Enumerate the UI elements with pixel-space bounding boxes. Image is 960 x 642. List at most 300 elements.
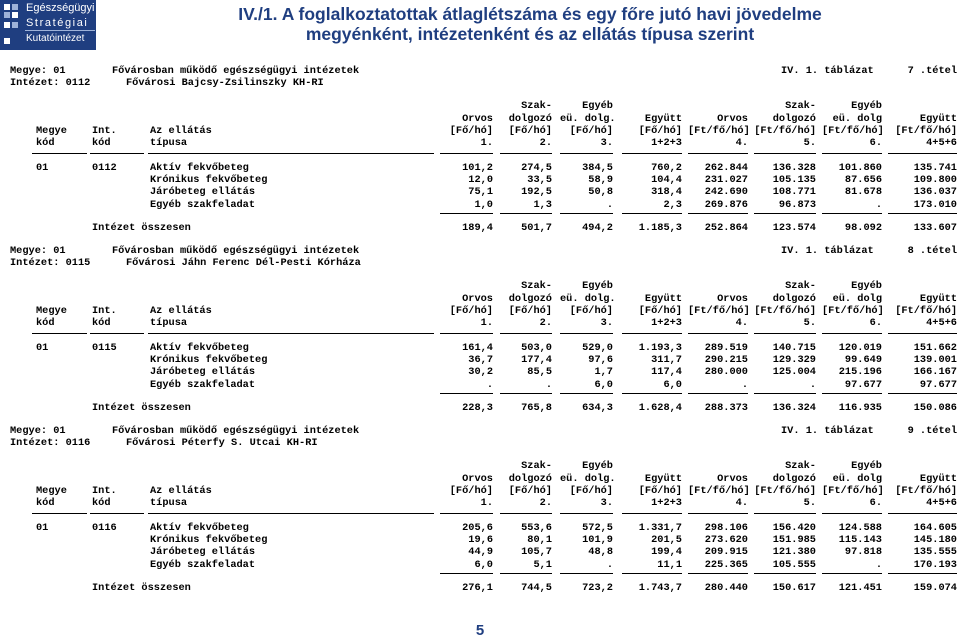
table-cell: 121.380 [772, 546, 816, 559]
rule-line [440, 213, 493, 214]
rule-line [500, 213, 552, 214]
rule-line [90, 333, 144, 334]
rule-line [440, 333, 493, 334]
table-cell: 572,5 [582, 522, 613, 534]
intezet-label: Intézet: 0115 [10, 257, 91, 269]
row-label: Egyéb szakfeladat [150, 378, 256, 391]
table-cell: 156.420 [772, 522, 816, 534]
row-label: Járóbeteg ellátás [150, 186, 256, 199]
total-cell: 276,1 [462, 582, 493, 594]
table-cell: 109.800 [913, 174, 957, 187]
total-cell: 1.628,4 [638, 402, 682, 414]
table-cell: 105,7 [521, 546, 552, 559]
logo-square-icon [12, 12, 18, 18]
table-cell: 384,5 [582, 162, 613, 174]
table-cell: 553,6 [521, 522, 552, 534]
row-intezet-code: 0115 [92, 342, 117, 354]
rule-line [888, 153, 957, 154]
table-cell: 760,2 [651, 162, 682, 174]
unit-header: [Fő/hó] [638, 305, 682, 317]
unit-header: [Ft/fő/hó] [754, 485, 816, 497]
table-cell: 58,9 [588, 174, 613, 187]
table-cell: 33,5 [527, 174, 552, 187]
table-cell: 99.649 [844, 354, 882, 367]
column-header: típusa [150, 137, 188, 149]
rule-line [622, 333, 682, 334]
table-cell: 177,4 [521, 354, 552, 367]
row-label: Krónikus fekvőbeteg [150, 174, 268, 187]
unit-header: [Fő/hó] [569, 305, 613, 317]
column-header: kód [36, 137, 55, 149]
intezet-name: Fővárosi Jáhn Ferenc Dél-Pesti Kórháza [126, 257, 361, 269]
intezet-name: Fővárosi Bajcsy-Zsilinszky KH-RI [126, 77, 324, 89]
column-header: Szak- [521, 460, 552, 472]
table-cell: 135.741 [913, 162, 957, 174]
logo-square-icon [12, 22, 18, 28]
total-label: Intézet összesen [92, 402, 191, 414]
column-header: dolgozó [508, 113, 552, 125]
column-number: 4. [735, 317, 748, 329]
column-number: 4. [735, 137, 748, 149]
table-cell: 129.329 [772, 354, 816, 367]
megye-label: Megye: 01 [10, 425, 66, 437]
table-cell: 104,4 [651, 174, 682, 187]
rule-line [90, 513, 144, 514]
unit-header: [Fő/hó] [638, 125, 682, 137]
table-cell: 145.180 [913, 534, 957, 547]
column-number: 1. [480, 497, 493, 509]
table-cell: 1,0 [474, 198, 493, 211]
column-header: dolgozó [508, 293, 552, 305]
table-cell: 101.860 [838, 162, 882, 174]
rule-line [622, 153, 682, 154]
column-header: Együtt [644, 293, 682, 305]
row-label: Krónikus fekvőbeteg [150, 354, 268, 367]
column-number: 1. [480, 137, 493, 149]
table-cell: 124.588 [838, 522, 882, 534]
table-cell: 11,1 [657, 558, 682, 571]
page-title [100, 4, 960, 44]
rule-line [32, 513, 87, 514]
table-cell: 151.985 [772, 534, 816, 547]
column-header: kód [36, 497, 55, 509]
column-header: dolgozó [508, 473, 552, 485]
column-number: 4. [735, 497, 748, 509]
rule-line [822, 153, 882, 154]
rule-line [688, 153, 748, 154]
column-number: 1+2+3 [651, 137, 682, 149]
unit-header: [Ft/fő/hó] [895, 125, 957, 137]
rule-line [148, 513, 434, 514]
column-header: Egyéb [851, 460, 882, 472]
table-cell: 529,0 [582, 342, 613, 354]
rule-line [688, 393, 748, 394]
unit-header: [Fő/hó] [569, 485, 613, 497]
total-cell: 123.574 [772, 222, 816, 234]
table-cell: 280.000 [704, 366, 748, 379]
table-cell: 1,7 [594, 366, 613, 379]
column-number: 6. [869, 497, 882, 509]
table-cell: 117,4 [651, 366, 682, 379]
table-cell: 101,2 [462, 162, 493, 174]
column-number: 1+2+3 [651, 497, 682, 509]
rule-line [822, 393, 882, 394]
column-header: Orvos [462, 473, 493, 485]
total-cell: 280.440 [704, 582, 748, 594]
rule-line [622, 513, 682, 514]
megye-label: Megye: 01 [10, 245, 66, 257]
rule-line [688, 333, 748, 334]
rule-line [500, 333, 552, 334]
rule-line [560, 573, 613, 574]
table-cell: 199,4 [651, 546, 682, 559]
row-megye-code: 01 [36, 162, 49, 174]
table-reference: IV. 1. táblázat [781, 245, 874, 257]
row-label: Járóbeteg ellátás [150, 366, 256, 379]
rule-line [500, 393, 552, 394]
intezet-label: Intézet: 0116 [10, 437, 91, 449]
column-header: Szak- [785, 460, 816, 472]
rule-line [622, 393, 682, 394]
table-cell: 2,3 [663, 198, 682, 211]
table-cell: 97,6 [588, 354, 613, 367]
rule-line [754, 573, 816, 574]
column-header: eü. dolg [832, 473, 882, 485]
logo-square-icon [12, 4, 18, 10]
column-header: Int. [92, 125, 117, 137]
unit-header: [Ft/fő/hó] [688, 125, 750, 137]
column-header: dolgozó [772, 473, 816, 485]
column-header: dolgozó [772, 113, 816, 125]
table-cell: 225.365 [704, 558, 748, 571]
column-header: Orvos [462, 113, 493, 125]
logo-square-icon [4, 38, 10, 44]
column-header: Egyéb [582, 100, 613, 112]
rule-line [560, 513, 613, 514]
unit-header: [Fő/hó] [449, 485, 493, 497]
column-header: kód [36, 317, 55, 329]
table-cell: 6,0 [474, 558, 493, 571]
unit-header: [Ft/fő/hó] [688, 305, 750, 317]
row-label: Járóbeteg ellátás [150, 546, 256, 559]
unit-header: [Fő/hó] [508, 485, 552, 497]
rule-line [688, 573, 748, 574]
column-header: eü. dolg. [560, 293, 616, 305]
table-cell: 170.193 [913, 558, 957, 571]
rule-line [888, 213, 957, 214]
table-cell: 205,6 [462, 522, 493, 534]
row-megye-code: 01 [36, 522, 49, 534]
column-header: eü. dolg [832, 293, 882, 305]
rule-line [622, 573, 682, 574]
total-cell: 723,2 [582, 582, 613, 594]
column-header: Az ellátás [150, 125, 212, 137]
intezet-label: Intézet: 0112 [10, 77, 91, 89]
unit-header: [Fő/hó] [569, 125, 613, 137]
table-cell: . [606, 198, 613, 211]
rule-line [500, 573, 552, 574]
column-number: 2. [539, 137, 552, 149]
table-cell: 274,5 [521, 162, 552, 174]
unit-header: [Fő/hó] [449, 305, 493, 317]
column-header: Szak- [785, 280, 816, 292]
column-header: Együtt [919, 473, 957, 485]
unit-header: [Ft/fő/hó] [822, 305, 884, 317]
table-cell: 96.873 [778, 198, 816, 211]
page-title-line: IV./1. A foglalkoztatottak átlaglétszáma és egy főre jutó havi jövedelme [238, 4, 822, 24]
table-cell: 101,9 [582, 534, 613, 547]
unit-header: [Ft/fő/hó] [754, 305, 816, 317]
column-header: Megye [36, 125, 67, 137]
row-label: Aktív fekvőbeteg [150, 162, 249, 174]
total-cell: 1.743,7 [638, 582, 682, 594]
total-cell: 121.451 [838, 582, 882, 594]
rule-line [822, 213, 882, 214]
table-cell: 164.605 [913, 522, 957, 534]
table-cell: 19,6 [468, 534, 493, 547]
table-cell: . [809, 378, 816, 391]
total-cell: 150.086 [913, 402, 957, 414]
unit-header: [Ft/fő/hó] [754, 125, 816, 137]
total-label: Intézet összesen [92, 582, 191, 594]
rule-line [560, 333, 613, 334]
table-cell: 1.193,3 [638, 342, 682, 354]
column-header: kód [92, 497, 111, 509]
column-number: 2. [539, 497, 552, 509]
rule-line [622, 213, 682, 214]
megye-label: Megye: 01 [10, 65, 66, 77]
rule-line [148, 333, 434, 334]
table-cell: 503,0 [521, 342, 552, 354]
row-label: Egyéb szakfeladat [150, 198, 256, 211]
column-header: Orvos [717, 293, 748, 305]
column-number: 6. [869, 317, 882, 329]
total-cell: 288.373 [704, 402, 748, 414]
table-cell: 97.677 [919, 378, 957, 391]
column-header: Együtt [644, 113, 682, 125]
table-cell: 97.818 [844, 546, 882, 559]
total-cell: 133.607 [913, 222, 957, 234]
rule-line [888, 573, 957, 574]
table-cell: 298.106 [704, 522, 748, 534]
column-header: Egyéb [582, 280, 613, 292]
table-cell: 125.004 [772, 366, 816, 379]
row-intezet-code: 0112 [92, 162, 117, 174]
table-cell: . [486, 378, 493, 391]
table-cell: . [875, 198, 882, 211]
logo-square-icon [4, 22, 10, 28]
rule-line [888, 393, 957, 394]
column-number: 4+5+6 [926, 137, 957, 149]
total-cell: 765,8 [521, 402, 552, 414]
column-header: Int. [92, 305, 117, 317]
rule-line [754, 333, 816, 334]
rule-line [148, 153, 434, 154]
column-header: Szak- [785, 100, 816, 112]
rule-line [688, 513, 748, 514]
rule-line [560, 153, 613, 154]
column-header: Egyéb [582, 460, 613, 472]
column-header: Az ellátás [150, 485, 212, 497]
table-cell: 166.167 [913, 366, 957, 379]
row-label: Egyéb szakfeladat [150, 558, 256, 571]
tetel-number: 7 .tétel [907, 65, 957, 77]
unit-header: [Fő/hó] [449, 125, 493, 137]
column-number: 4+5+6 [926, 317, 957, 329]
column-number: 5. [803, 497, 816, 509]
institute-logo [0, 0, 96, 50]
table-cell: 231.027 [704, 174, 748, 187]
column-header: Együtt [919, 113, 957, 125]
table-cell: 192,5 [521, 186, 552, 199]
total-cell: 136.324 [772, 402, 816, 414]
unit-header: [Ft/fő/hó] [895, 305, 957, 317]
rule-line [32, 153, 87, 154]
total-cell: 98.092 [844, 222, 882, 234]
table-cell: . [741, 378, 748, 391]
tetel-number: 9 .tétel [907, 425, 957, 437]
column-number: 6. [869, 137, 882, 149]
logo-square-icon [4, 4, 10, 10]
column-number: 5. [803, 317, 816, 329]
table-cell: 12,0 [468, 174, 493, 187]
rule-line [560, 393, 613, 394]
rule-line [90, 153, 144, 154]
unit-header: [Fő/hó] [508, 305, 552, 317]
column-number: 5. [803, 137, 816, 149]
tetel-number: 8 .tétel [907, 245, 957, 257]
column-header: Együtt [644, 473, 682, 485]
table-cell: 139.001 [913, 354, 957, 367]
table-cell: 289.519 [704, 342, 748, 354]
total-cell: 116.935 [838, 402, 882, 414]
column-header: típusa [150, 497, 188, 509]
column-number: 3. [600, 497, 613, 509]
rule-line [822, 333, 882, 334]
page-number: 5 [475, 622, 485, 639]
rule-line [440, 393, 493, 394]
table-cell: 6,0 [663, 378, 682, 391]
row-label: Aktív fekvőbeteg [150, 342, 249, 354]
table-cell: 273.620 [704, 534, 748, 547]
rule-line [560, 213, 613, 214]
column-header: Egyéb [851, 100, 882, 112]
table-cell: 173.010 [913, 198, 957, 211]
unit-header: [Fő/hó] [508, 125, 552, 137]
rule-line [888, 333, 957, 334]
table-cell: 120.019 [838, 342, 882, 354]
rule-line [500, 153, 552, 154]
table-cell: 30,2 [468, 366, 493, 379]
table-cell: 108.771 [772, 186, 816, 199]
megye-name: Fővárosban működő egészségügyi intézetek [112, 245, 360, 257]
row-label: Aktív fekvőbeteg [150, 522, 249, 534]
column-header: Megye [36, 485, 67, 497]
column-header: Az ellátás [150, 305, 212, 317]
column-header: Orvos [717, 113, 748, 125]
table-cell: 1,3 [533, 198, 552, 211]
table-cell: 311,7 [651, 354, 682, 367]
intezet-name: Fővárosi Péterfy S. Utcai KH-RI [126, 437, 318, 449]
table-cell: 105.135 [772, 174, 816, 187]
rule-line [32, 333, 87, 334]
logo-text: Kutatóintézet [26, 33, 85, 44]
logo-divider [25, 30, 95, 31]
rule-line [754, 153, 816, 154]
table-cell: 161,4 [462, 342, 493, 354]
table-cell: 290.215 [704, 354, 748, 367]
total-cell: 634,3 [582, 402, 613, 414]
table-cell: 136.328 [772, 162, 816, 174]
table-cell: 97.677 [844, 378, 882, 391]
table-cell: 269.876 [704, 198, 748, 211]
table-reference: IV. 1. táblázat [781, 425, 874, 437]
table-cell: 36,7 [468, 354, 493, 367]
total-cell: 1.185,3 [638, 222, 682, 234]
column-header: Együtt [919, 293, 957, 305]
rule-line [822, 573, 882, 574]
table-cell: . [545, 378, 552, 391]
column-header: Szak- [521, 100, 552, 112]
column-number: 4+5+6 [926, 497, 957, 509]
rule-line [500, 513, 552, 514]
rule-line [440, 153, 493, 154]
column-number: 3. [600, 317, 613, 329]
table-cell: 215.196 [838, 366, 882, 379]
total-cell: 252.864 [704, 222, 748, 234]
logo-text: Egészségügyi [26, 2, 95, 14]
unit-header: [Ft/fő/hó] [822, 485, 884, 497]
column-number: 1+2+3 [651, 317, 682, 329]
column-header: kód [92, 317, 111, 329]
logo-text: Stratégiai [26, 17, 89, 29]
table-cell: 87.656 [844, 174, 882, 187]
rule-line [888, 513, 957, 514]
unit-header: [Ft/fő/hó] [688, 485, 750, 497]
table-cell: 151.662 [913, 342, 957, 354]
column-header: Szak- [521, 280, 552, 292]
table-cell: 75,1 [468, 186, 493, 199]
table-cell: 6,0 [594, 378, 613, 391]
column-header: eü. dolg. [560, 473, 616, 485]
column-number: 3. [600, 137, 613, 149]
column-header: dolgozó [772, 293, 816, 305]
rule-line [688, 213, 748, 214]
table-cell: 105.555 [772, 558, 816, 571]
table-cell: 80,1 [527, 534, 552, 547]
logo-square-icon [4, 12, 10, 18]
column-header: kód [92, 137, 111, 149]
total-cell: 744,5 [521, 582, 552, 594]
megye-name: Fővárosban működő egészségügyi intézetek [112, 425, 360, 437]
column-header: Orvos [462, 293, 493, 305]
table-cell: 318,4 [651, 186, 682, 199]
row-megye-code: 01 [36, 342, 49, 354]
table-cell: 140.715 [772, 342, 816, 354]
table-cell: 50,8 [588, 186, 613, 199]
row-label: Krónikus fekvőbeteg [150, 534, 268, 547]
megye-name: Fővárosban működő egészségügyi intézetek [112, 65, 360, 77]
column-header: eü. dolg. [560, 113, 616, 125]
table-cell: 209.915 [704, 546, 748, 559]
rule-line [754, 393, 816, 394]
unit-header: [Ft/fő/hó] [822, 125, 884, 137]
table-cell: 44,9 [468, 546, 493, 559]
table-cell: 81.678 [844, 186, 882, 199]
table-cell: 85,5 [527, 366, 552, 379]
table-cell: 48,8 [588, 546, 613, 559]
table-cell: 5,1 [533, 558, 552, 571]
